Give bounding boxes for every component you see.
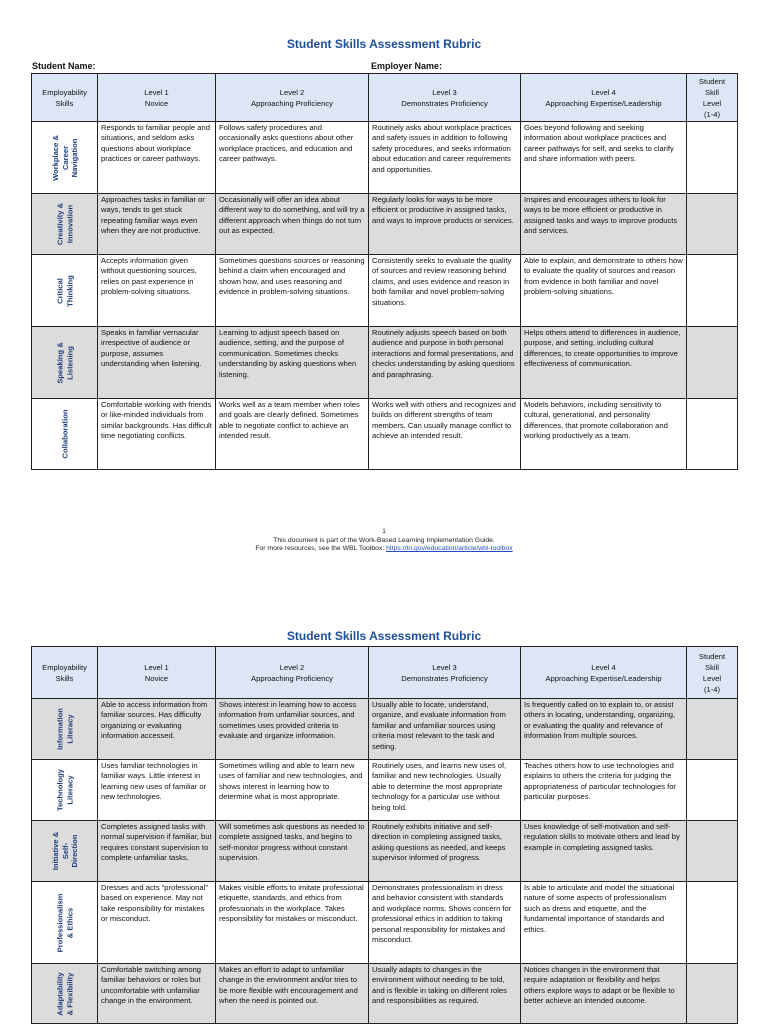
skill-label: Information Literacy — [32, 699, 98, 760]
level1-description: Uses familiar technologies in familiar ways. Little interest in learning new uses of familiar or new technologies. — [98, 760, 216, 821]
student-level-cell[interactable] — [687, 399, 738, 470]
rubric-table — [31, 73, 738, 470]
level3-description: Usually adapts to changes in the environment without needing to be told, and is flexible in taking on different roles and responsibilities as required. — [369, 964, 521, 1024]
level4-description: Goes beyond following and seeking information about workplace practices and career pathways for self, and seeks to clarify and share information with peers. — [521, 122, 687, 194]
level3-description: Regularly looks for ways to be more efficient or productive in assigned tasks, and ways to improve products or services. — [369, 194, 521, 255]
student-level-cell[interactable] — [687, 255, 738, 327]
level4-description: Models behaviors, including sensitivity to cultural, generational, and personality differences, that promote collaboration and working productively as a team. — [521, 399, 687, 470]
level3-description: Routinely adjusts speech based on both audience and purpose in both personal interactions and formal presentations, and checks understanding by asking questions and paraphrasing. — [369, 327, 521, 399]
level1-description: Able to access information from familiar sources. Has difficulty organizing or evaluating information accessed. — [98, 699, 216, 760]
level4-description: Teaches others how to use technologies and explains to others the criteria for judging the appropriateness of particular technologies for particular purposes. — [521, 760, 687, 821]
page-title: Student Skills Assessment Rubric — [286, 629, 482, 643]
level3-description: Works well with others and recognizes and builds on different strengths of team members. Can usually manage conflict to achieve an intended result. — [369, 399, 521, 470]
header-student-level: Student Skill Level (1-4) — [687, 74, 738, 122]
student-level-cell[interactable] — [687, 760, 738, 821]
skill-label: Professionalism & Ethics — [32, 882, 98, 964]
header-level1: Level 1 Novice — [98, 74, 216, 122]
skill-label: Workplace & Career Navigation — [32, 122, 98, 194]
level1-description: Dresses and acts “professional” based on experience. May not take responsibility for mistakes or misconduct. — [98, 882, 216, 964]
level3-description: Consistently seeks to evaluate the quality of sources and review reasoning behind claims, and uses evidence and reason in both familiar and novel problem-solving situations. — [369, 255, 521, 327]
level2-description: Shows interest in learning how to access information from unfamiliar sources, and sometimes uses provided criteria to evaluate and organize information. — [216, 699, 369, 760]
table-row — [32, 964, 738, 1024]
level2-description: Learning to adjust speech based on audience, setting, and the purpose of communication. Sometimes checks understanding by asking questions when listening. — [216, 327, 369, 399]
skill-label: Adaptability & Flexibility — [32, 964, 98, 1024]
level3-description: Routinely exhibits initiative and self-direction in completing assigned tasks, asking questions as needed, and keeps supervisor informed of progress. — [369, 821, 521, 882]
student-level-cell[interactable] — [687, 327, 738, 399]
employer-name-label: Employer Name: — [371, 61, 443, 71]
header-level4: Level 4 Approaching Expertise/Leadership — [521, 647, 687, 699]
student-level-cell[interactable] — [687, 882, 738, 964]
level3-description: Routinely uses, and learns new uses of, familiar and new technologies. Usually able to determine the most appropriate technology for a particular use without being told. — [369, 760, 521, 821]
table-row — [32, 882, 738, 964]
student-level-cell[interactable] — [687, 964, 738, 1024]
student-level-cell[interactable] — [687, 194, 738, 255]
skill-label: Speaking & Listening — [32, 327, 98, 399]
header-skills: Employability Skills — [32, 74, 98, 122]
header-level1: Level 1 Novice — [98, 647, 216, 699]
rubric-table — [31, 646, 738, 1024]
level2-description: Occasionally will offer an idea about different way to do something, and will try a different approach when things do not turn out as expected. — [216, 194, 369, 255]
level1-description: Approaches tasks in familiar or ways, tends to get stuck repeating familiar ways even when they are not productive. — [98, 194, 216, 255]
skill-label: Creativity & Innovation — [32, 194, 98, 255]
footer-note: This document is part of the Work-Based Learning Implementation Guide. — [273, 536, 495, 544]
level3-description: Demonstrates professionalism in dress and behavior consistent with standards and workplace norms. Shows concern for professional ethics in addition to taking personal responsibility for mistakes and misconduct. — [369, 882, 521, 964]
level2-description: Will sometimes ask questions as needed to complete assigned tasks, and begins to self-monitor progress without constant supervision. — [216, 821, 369, 882]
page-title: Student Skills Assessment Rubric — [286, 37, 482, 51]
level1-description: Responds to familiar people and situations, and seldom asks questions about workplace practices or career pathways. — [98, 122, 216, 194]
footer-resources: For more resources, see the WBL Toolbox: https://tn.gov/education/article/wbl-toolbox — [255, 545, 513, 553]
level4-description: Inspires and encourages others to look for ways to be more efficient or productive in assigned tasks and ways to improve products and services. — [521, 194, 687, 255]
table-row — [32, 399, 738, 470]
level3-description: Routinely asks about workplace practices and safety issues in addition to following safety procedures, and seeks information about education and career requirements and opportunities. — [369, 122, 521, 194]
level4-description: Is frequently called on to explain to, or assist others in locating, understanding, organizing, or evaluating the quality and relevance of information from multiple sources. — [521, 699, 687, 760]
level1-description: Comfortable working with friends or like-minded individuals from similar backgrounds. Has difficult time negotiating conflicts. — [98, 399, 216, 470]
level4-description: Notices changes in the environment that require adaptation or flexibility and helps others explore ways to adapt or be flexible to better achieve an intended outcome. — [521, 964, 687, 1024]
student-level-cell[interactable] — [687, 699, 738, 760]
level1-description: Comfortable switching among familiar behaviors or roles but uncomfortable with unfamiliar change in the environment. — [98, 964, 216, 1024]
level2-description: Sometimes questions sources or reasoning behind a claim when encouraged and shown how, and uses reasoning and evidence in problem-solving situations. — [216, 255, 369, 327]
page-number: 1 — [382, 528, 386, 535]
skill-label: Technology Literacy — [32, 760, 98, 821]
skill-label: Initiative & Self- Direction — [32, 821, 98, 882]
table-row — [32, 821, 738, 882]
student-level-cell[interactable] — [687, 821, 738, 882]
skill-label: Collaboration — [32, 399, 98, 470]
header-level3: Level 3 Demonstrates Proficiency — [369, 647, 521, 699]
level4-description: Is able to articulate and model the situational nature of some aspects of professionalism such as dress and etiquette, and the fundamental importance of standards and ethics. — [521, 882, 687, 964]
level2-description: Follows safety procedures and occasionally asks questions about other workplace practices, and education and career pathways. — [216, 122, 369, 194]
header-row — [32, 74, 738, 122]
level4-description: Uses knowledge of self-motivation and self-regulation skills to motivate others and lead by example in completing assigned tasks. — [521, 821, 687, 882]
level1-description: Speaks in familiar vernacular irrespective of audience or purpose, assumes understanding when listening. — [98, 327, 216, 399]
table-row — [32, 699, 738, 760]
level4-description: Able to explain, and demonstrate to others how to evaluate the quality of sources and reason from evidence in both familiar and novel problem-solving situations. — [521, 255, 687, 327]
student-name-label: Student Name: — [32, 61, 96, 71]
wbl-toolbox-link[interactable]: https://tn.gov/education/article/wbl-toolbox — [386, 545, 513, 553]
header-level4: Level 4 Approaching Expertise/Leadership — [521, 74, 687, 122]
table-row — [32, 760, 738, 821]
header-level3: Level 3 Demonstrates Proficiency — [369, 74, 521, 122]
header-skills: Employability Skills — [32, 647, 98, 699]
level1-description: Accepts information given without questioning sources, relies on past experience in problem-solving situations. — [98, 255, 216, 327]
page-footer — [0, 528, 768, 554]
header-student-level: Student Skill Level (1-4) — [687, 647, 738, 699]
table-row — [32, 327, 738, 399]
level2-description: Makes an effort to adapt to unfamiliar change in the environment and/or tries to be more flexible with encouragement and when the need is pointed out. — [216, 964, 369, 1024]
skill-label: Critical Thinking — [32, 255, 98, 327]
level3-description: Usually able to locate, understand, organize, and evaluate information from familiar and unfamiliar sources using criteria most relevant to the task and setting. — [369, 699, 521, 760]
header-row — [32, 647, 738, 699]
level4-description: Helps others attend to differences in audience, purpose, and setting, including cultural differences, to create opportunities to improve effectiveness of communication. — [521, 327, 687, 399]
level2-description: Sometimes willing and able to learn new uses of familiar and new technologies, and shows interest in learning how to determine what is most appropriate. — [216, 760, 369, 821]
level2-description: Works well as a team member when roles and goals are clearly defined. Sometimes able to negotiate conflict to achieve an intended result. — [216, 399, 369, 470]
header-level2: Level 2 Approaching Proficiency — [216, 74, 369, 122]
level1-description: Completes assigned tasks with normal supervision if familiar, but requires constant supervision to complete unfamiliar tasks. — [98, 821, 216, 882]
table-row — [32, 255, 738, 327]
level2-description: Makes visible efforts to imitate professional etiquette, standards, and ethics from professionals in the workplace. Takes responsibility for mistakes or misconduct. — [216, 882, 369, 964]
table-row — [32, 122, 738, 194]
student-level-cell[interactable] — [687, 122, 738, 194]
table-row — [32, 194, 738, 255]
header-level2: Level 2 Approaching Proficiency — [216, 647, 369, 699]
